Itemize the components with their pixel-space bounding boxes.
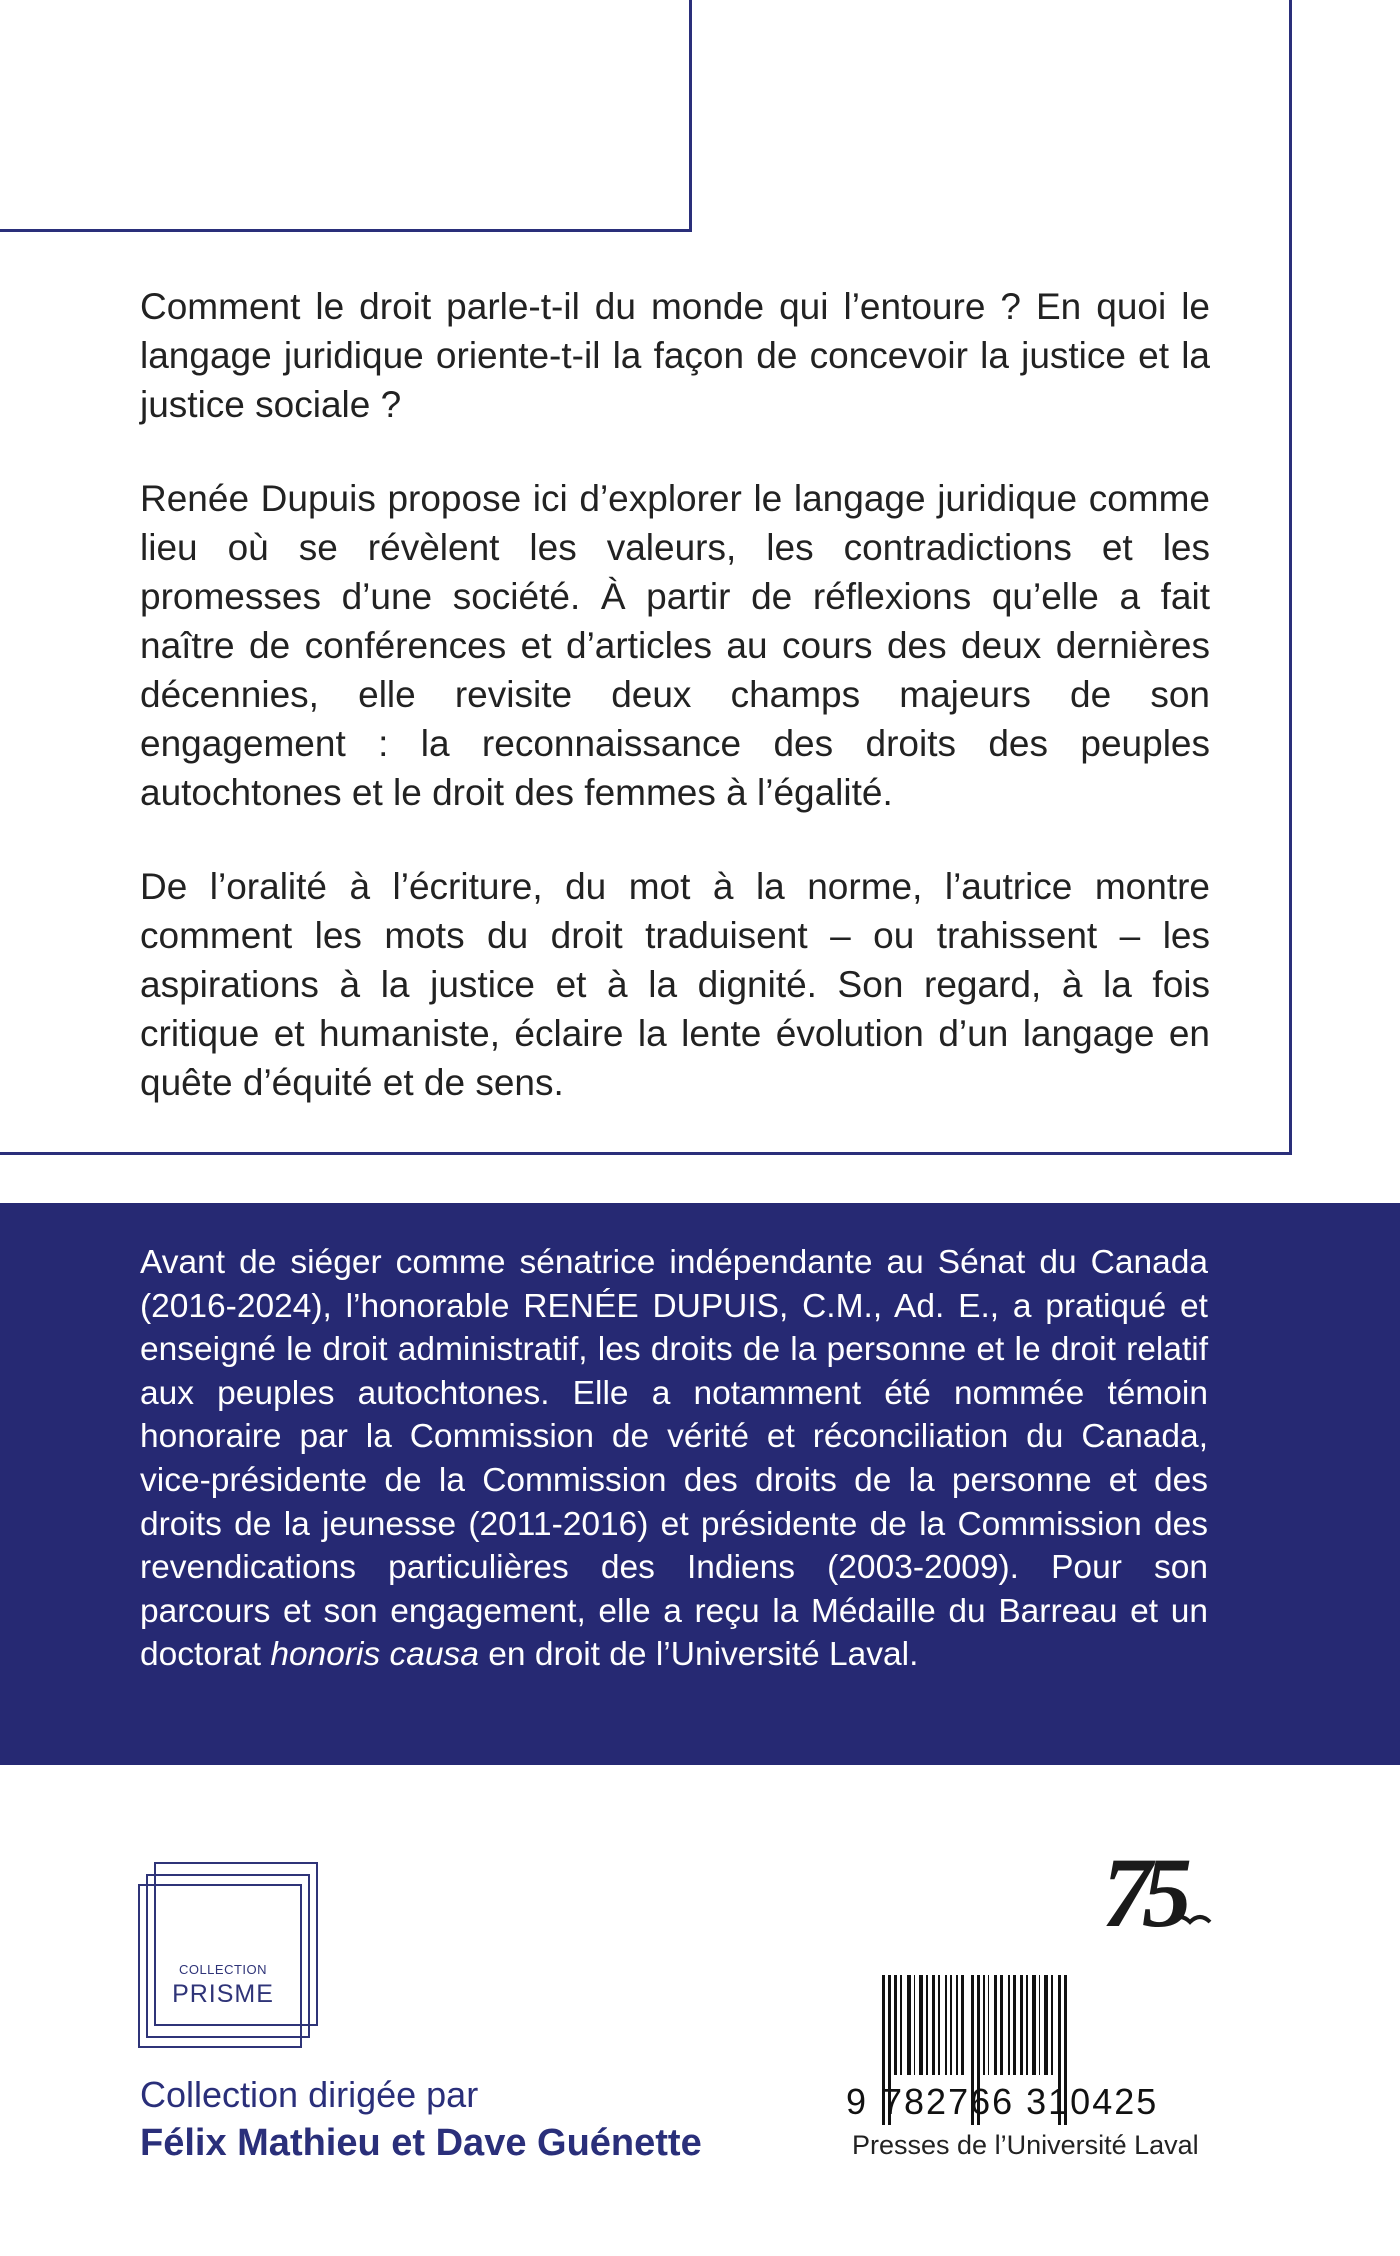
bio-text-end: en droit de l’Université Laval. [488, 1636, 919, 1674]
barcode-bar [956, 1975, 958, 2075]
barcode-bar [950, 1975, 952, 2075]
barcode-bar [1000, 1975, 1003, 2075]
barcode-bar [1039, 1975, 1040, 2075]
anniversary-number: 75 [1102, 1840, 1182, 1940]
barcode-bar [1020, 1975, 1023, 2075]
author-bio [140, 1241, 1208, 1677]
barcode-bar [919, 1975, 923, 2075]
collection-credit [140, 2072, 702, 2168]
barcode-bar [1044, 1975, 1048, 2075]
isbn-first-digit: 9 [846, 2081, 869, 2122]
barcode-bar [945, 1975, 947, 2075]
prism-label-line2: PRISME [172, 1980, 274, 2008]
publisher-name: Presses de l’Université Laval [852, 2130, 1199, 2160]
collection-credit-editors: Félix Mathieu et Dave Guénette [140, 2122, 702, 2164]
collection-prisme-logo [138, 1862, 316, 2046]
frame-right-vertical-line [1289, 0, 1292, 1155]
barcode-bar [938, 1975, 940, 2075]
barcode-bar [983, 1975, 985, 2075]
barcode-bar [900, 1975, 902, 2075]
barcode-bar [1013, 1975, 1016, 2075]
summary-paragraph: De l’oralité à l’écriture, du mot à la norme, l’autrice montre comment les mots du droit traduisent – ou trahissent – les aspirations à la justice et à la dignité. Son regard, à la fois critique et humaniste, éclaire la lente évolution d’un langage en quête d’équité et de sens. [140, 866, 1210, 1103]
barcode-bar [926, 1975, 928, 2075]
summary-paragraph: Renée Dupuis propose ici d’explorer le langage juridique comme lieu où se révèlent les valeurs, les contradictions et les promesses d’une société. À partir de réflexions qu’elle a fait naître de conférences et d’articles au cours des deux dernières décennies, elle revisite deux champs majeurs de son engagement : la reconnaissance des droits des peuples autochtones et le droit des femmes à l’égalité. [140, 478, 1210, 813]
prism-label [138, 1962, 308, 2009]
barcode-bar [1051, 1975, 1053, 2075]
frame-middle-horizontal-line [0, 1152, 1292, 1155]
barcode-bar [1032, 1975, 1036, 2075]
isbn-number [846, 2081, 1206, 2123]
isbn-group-1: 782766 [882, 2081, 1015, 2122]
barcode-bar [1026, 1975, 1028, 2075]
anniversary-75-logo [1100, 1840, 1212, 1940]
collection-credit-line1: Collection dirigée par [140, 2074, 479, 2115]
barcode-bar [1008, 1975, 1010, 2075]
isbn-group-2: 310425 [1026, 2081, 1159, 2122]
frame-top-horizontal-line [0, 229, 692, 232]
summary-paragraph: Comment le droit parle-t-il du monde qui l’entoure ? En quoi le langage juridique oriente-t-il la façon de concevoir la justice et la justice sociale ? [140, 286, 1210, 425]
barcode-bar [932, 1975, 935, 2075]
book-summary [140, 282, 1210, 1152]
prism-label-line1: COLLECTION [178, 1962, 268, 1977]
frame-top-vertical-line [689, 0, 692, 232]
barcode-bar [914, 1975, 915, 2075]
bio-italic-text: honoris causa [270, 1636, 479, 1674]
barcode-bar [988, 1975, 989, 2075]
bio-text: Avant de siéger comme sénatrice indépendante au Sénat du Canada (2016-2024), l’honorable RENÉE DUPUIS, C.M., Ad. E., a pratiqué et enseigné le droit administratif, les droits de la personne et le droit relatif aux peuples autochtones. Elle a notamment été nommée témoin honoraire par la Commission de vérité et réconciliation du Canada, vice-présidente de la Commission des droits de la personne et des droits de la jeunesse (2011-2016) et présidente de la Commission des revendications particulières des Indiens (2003-2009). Pour son parcours et son engagement, elle a reçu la Médaille du Barreau et un doctorat [140, 1244, 1208, 1674]
barcode-bar [994, 1975, 997, 2075]
barcode-bar [894, 1975, 897, 2075]
barcode-bar [907, 1975, 911, 2075]
barcode-bar [961, 1975, 964, 2075]
